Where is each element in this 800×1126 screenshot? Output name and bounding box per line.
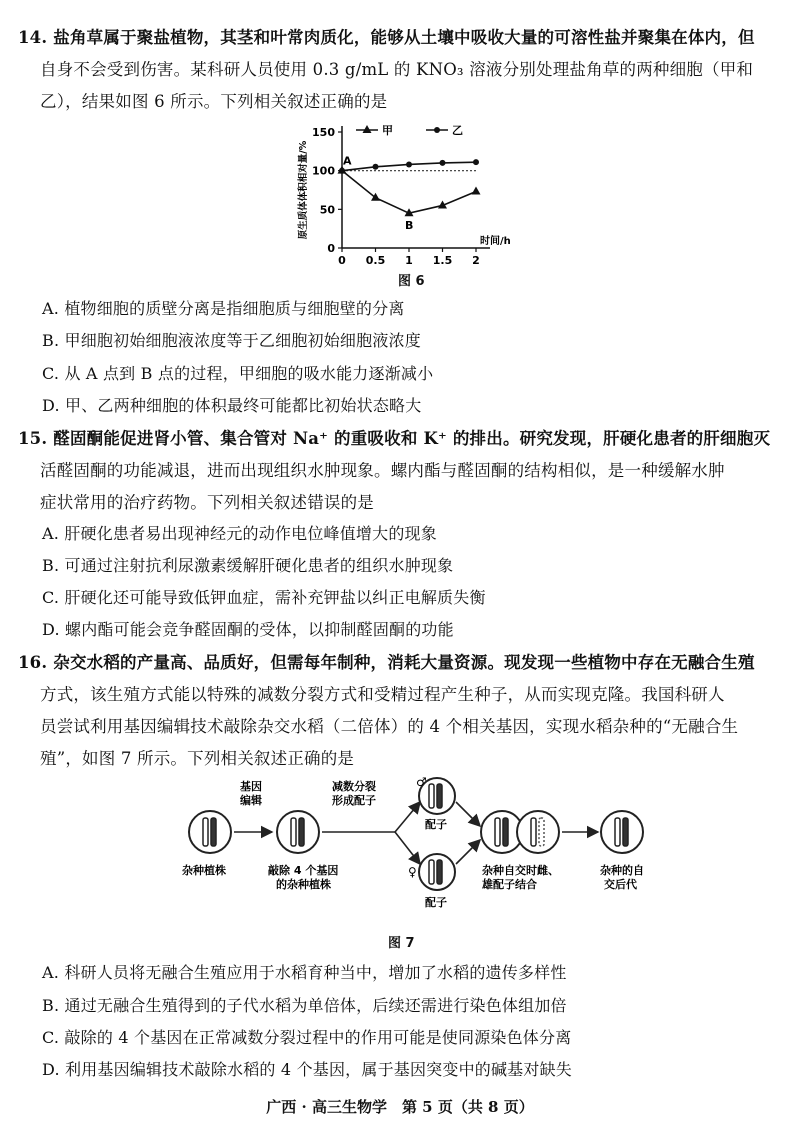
q16-option-a: A. 科研人员将无融合生殖应用于水稻育种当中，增加了水稻的遗传多样性 (42, 963, 567, 982)
legend-marker-jia (363, 125, 372, 133)
y-axis-label: 原生质体体积相对量/% (298, 140, 309, 240)
q14-option-a: A. 植物细胞的质壁分离是指细胞质与细胞壁的分离 (42, 299, 405, 318)
x-axis-label: 时间/h (480, 236, 511, 247)
label-offspring-1: 杂种的自 (600, 864, 644, 877)
q15-option-a: A. 肝硬化患者易出现神经元的动作电位峰值增大的现象 (42, 524, 437, 543)
figure-7-diagram (180, 772, 660, 932)
q14-stem-line2: 自身不会受到伤害。某科研人员使用 0.3 g/mL 的 KNO₃ 溶液分别处理盐角草的两种细胞（甲和 (40, 60, 754, 79)
legend-label-yi: 乙 (452, 124, 463, 137)
y-tick-label: 50 (319, 203, 335, 217)
data-point-yi (473, 159, 479, 165)
y-tick-label: 100 (312, 164, 335, 178)
q15-option-d: D. 螺内酯可能会竞争醛固酮的受体，以抑制醛固酮的功能 (42, 620, 454, 639)
label-meiosis-2: 形成配子 (332, 794, 376, 807)
q15-option-b: B. 可通过注射抗利尿激素缓解肝硬化患者的组织水肿现象 (42, 556, 454, 575)
annotation-a: A (343, 154, 352, 168)
data-point-yi (373, 164, 379, 170)
q16-option-b: B. 通过无融合生殖得到的子代水稻为单倍体，后续还需进行染色体组加倍 (42, 996, 567, 1015)
q16-stem-line3: 员尝试利用基因编辑技术敲除杂交水稻（二倍体）的 4 个相关基因，实现水稻杂种的“无融合生 (40, 717, 739, 736)
label-fusion-1: 杂种自交时雌、 (482, 864, 559, 877)
page-footer: 广西 · 高三生物学 第 5 页（共 8 页） (266, 1098, 534, 1116)
q14-stem-line3: 乙），结果如图 6 所示。下列相关叙述正确的是 (40, 92, 388, 111)
q16-option-d: D. 利用基因编辑技术敲除水稻的 4 个基因，属于基因突变中的碱基对缺失 (42, 1060, 572, 1079)
male-symbol: ♂ (416, 775, 427, 789)
label-fusion-2: 雄配子结合 (482, 878, 537, 891)
label-gene-editing-1: 基因 (240, 780, 262, 793)
x-tick-label: 0.5 (365, 254, 386, 267)
arrow-to-female-gamete (395, 832, 420, 864)
data-point-jia (371, 193, 380, 201)
figure-7-caption: 图 7 (388, 936, 415, 951)
x-tick-label: 1 (405, 254, 413, 267)
q16-option-c: C. 敲除的 4 个基因在正常减数分裂过程中的作用可能是使同源染色体分离 (42, 1028, 572, 1047)
label-knockout-2: 的杂种植株 (276, 878, 331, 891)
female-gamete-cell (419, 854, 455, 890)
label-gene-editing-2: 编辑 (240, 794, 262, 807)
label-male-gamete: 配子 (425, 818, 447, 831)
female-symbol: ♀ (408, 865, 417, 879)
offspring-cell (601, 811, 643, 853)
hybrid-plant-cell (189, 811, 231, 853)
arrow-male-to-fusion (456, 802, 480, 826)
q16-stem-line2: 方式，该生殖方式能以特殊的减数分裂方式和受精过程产生种子，从而实现克隆。我国科研人 (40, 685, 725, 704)
x-tick-label: 0 (338, 254, 346, 267)
label-knockout-1: 敲除 4 个基因 (268, 864, 339, 877)
label-hybrid-plant: 杂种植株 (182, 864, 226, 877)
figure-6-chart (290, 118, 530, 294)
legend-label-jia: 甲 (382, 124, 393, 137)
y-tick-label: 0 (327, 242, 335, 255)
data-point-yi (406, 161, 412, 167)
x-tick-label: 2 (472, 254, 480, 267)
q14-option-b: B. 甲细胞初始细胞液浓度等于乙细胞初始细胞液浓度 (42, 331, 421, 350)
q16-stem-line4: 殖”，如图 7 所示。下列相关叙述正确的是 (40, 749, 355, 768)
arrow-female-to-fusion (456, 840, 480, 864)
data-point-yi (339, 168, 345, 174)
q15-stem-line2: 活醛固酮的功能减退，进而出现组织水肿现象。螺内酯与醛固酮的结构相似，是一种缓解水肿 (40, 461, 725, 480)
q16-stem-line1: 16. 杂交水稻的产量高、品质好，但需每年制种，消耗大量资源。现发现一些植物中存在无融合生殖 (18, 653, 755, 672)
series-line-jia (342, 171, 476, 214)
data-point-jia (472, 187, 481, 195)
q14-option-c: C. 从 A 点到 B 点的过程，甲细胞的吸水能力逐渐减小 (42, 364, 434, 383)
annotation-b: B (405, 219, 414, 233)
knockout-plant-cell (277, 811, 319, 853)
data-point-yi (440, 160, 446, 166)
label-meiosis-1: 减数分裂 (332, 780, 376, 793)
y-tick-label: 150 (312, 126, 335, 139)
fusion-cells (481, 811, 559, 853)
label-female-gamete: 配子 (425, 896, 447, 909)
q15-stem-line3: 症状常用的治疗药物。下列相关叙述错误的是 (40, 493, 374, 512)
arrow-to-male-gamete (395, 802, 420, 832)
figure-6-caption: 图 6 (398, 274, 425, 289)
q14-stem-line1: 14. 盐角草属于聚盐植物，其茎和叶常肉质化，能够从土壤中吸收大量的可溶性盐并聚集在体内，但 (18, 28, 755, 47)
x-tick-label: 1.5 (432, 254, 453, 267)
q15-stem-line1: 15. 醛固酮能促进肾小管、集合管对 Na⁺ 的重吸收和 K⁺ 的排出。研究发现，肝硬化患者的肝细胞灭 (18, 429, 771, 448)
q15-option-c: C. 肝硬化还可能导致低钾血症，需补充钾盐以纠正电解质失衡 (42, 588, 486, 607)
legend-marker-yi (434, 127, 440, 133)
q14-option-d: D. 甲、乙两种细胞的体积最终可能都比初始状态略大 (42, 396, 422, 415)
label-offspring-2: 交后代 (604, 878, 637, 891)
